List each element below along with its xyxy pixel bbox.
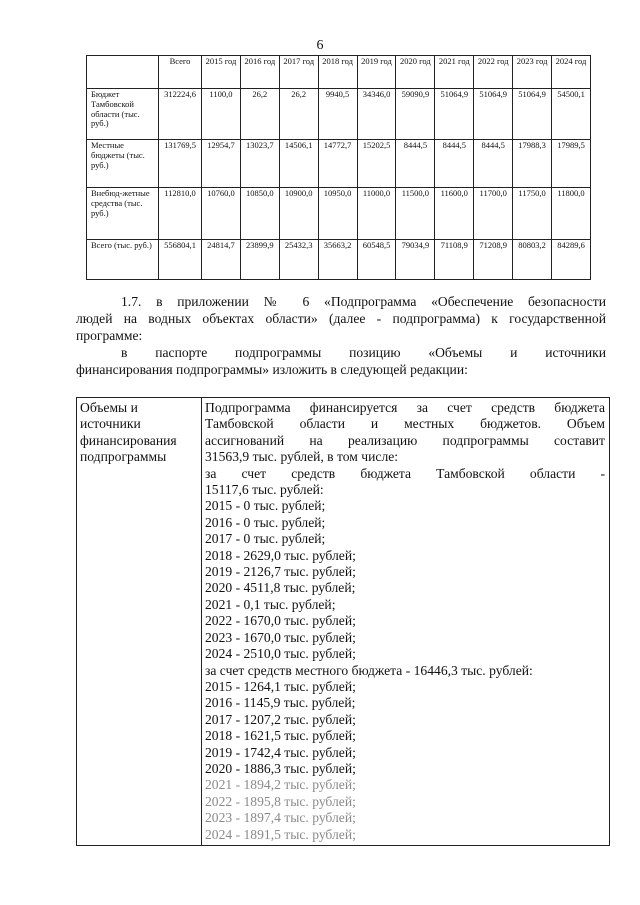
- passport-content-cell: [202, 398, 610, 846]
- table-cell: 14772,7: [318, 140, 357, 188]
- table-cell: 1100,0: [202, 89, 241, 140]
- row-label: Бюджет Тамбовской области (тыс. руб.): [87, 89, 159, 140]
- header-cell: 2023 год: [513, 56, 552, 89]
- table-cell: 60548,5: [357, 240, 396, 280]
- year-line: 2023 - 1897,4 тыс. рублей;: [205, 810, 356, 826]
- table-cell: 12954,7: [202, 140, 241, 188]
- content-line: 15117,6 тыс. рублей:: [205, 482, 324, 498]
- header-cell: 2024 год: [552, 56, 591, 89]
- table-cell: 14506,1: [279, 140, 318, 188]
- amendment-paragraph: [76, 293, 606, 378]
- passport-label-line: источники: [80, 416, 141, 432]
- table-cell: 112810,0: [159, 188, 202, 240]
- table-cell: 51064,9: [513, 89, 552, 140]
- paragraph-line: 1.7. в приложении № 6 «Подпрограмма «Обеспечение безопасности: [121, 294, 606, 309]
- table-cell: 71108,9: [435, 240, 474, 280]
- table-row: [87, 188, 591, 240]
- year-line: 2022 - 1670,0 тыс. рублей;: [205, 613, 356, 629]
- table-cell: 17988,3: [513, 140, 552, 188]
- table-cell: 54500,1: [552, 89, 591, 140]
- header-cell: [87, 56, 159, 89]
- year-line: 2015 - 1264,1 тыс. рублей;: [205, 678, 356, 694]
- table-cell: 71208,9: [474, 240, 513, 280]
- year-line: 2021 - 1894,2 тыс. рублей;: [205, 777, 356, 793]
- table-cell: 15202,5: [357, 140, 396, 188]
- header-cell: 2015 год: [202, 56, 241, 89]
- funding-table: [86, 55, 591, 280]
- header-cell: 2022 год: [474, 56, 513, 89]
- table-cell: 8444,5: [435, 140, 474, 188]
- table-cell: 13023,7: [240, 140, 279, 188]
- year-line: 2017 - 1207,2 тыс. рублей;: [205, 711, 356, 727]
- row-label: Всего (тыс. руб.): [87, 240, 159, 280]
- content-line: за счет средств местного бюджета - 16446,3 тыс. рублей:: [205, 662, 533, 678]
- year-line: 2018 - 1621,5 тыс. рублей;: [205, 728, 356, 744]
- content-line: Подпрограмма финансируется за счет средств бюджета: [205, 400, 605, 415]
- table-cell: 312224,6: [159, 89, 202, 140]
- table-cell: 34346,0: [357, 89, 396, 140]
- table-cell: 11700,0: [474, 188, 513, 240]
- table-cell: 24814,7: [202, 240, 241, 280]
- table-cell: 23899,9: [240, 240, 279, 280]
- table-cell: 25432,3: [279, 240, 318, 280]
- year-line: 2020 - 4511,8 тыс. рублей;: [205, 580, 356, 596]
- year-line: 2017 - 0 тыс. рублей;: [205, 531, 326, 547]
- paragraph-line: в паспорте подпрограммы позицию «Объемы и источники: [121, 345, 606, 360]
- table-cell: 26,2: [279, 89, 318, 140]
- year-line: 2016 - 1145,9 тыс. рублей;: [205, 695, 356, 711]
- table-cell: 10850,0: [240, 188, 279, 240]
- table-row: [87, 140, 591, 188]
- content-line: за счет средств бюджета Тамбовской области -: [205, 465, 605, 481]
- passport-label-line: финансирования: [80, 432, 177, 448]
- header-cell: 2019 год: [357, 56, 396, 89]
- year-line: 2018 - 2629,0 тыс. рублей;: [205, 547, 356, 563]
- year-line: 2019 - 2126,7 тыс. рублей;: [205, 564, 356, 580]
- year-line: 2024 - 1891,5 тыс. рублей;: [205, 826, 356, 842]
- table-cell: 8444,5: [396, 140, 435, 188]
- table-cell: 84289,6: [552, 240, 591, 280]
- funding-table-header-row: [87, 56, 591, 89]
- paragraph-line: финансирования подпрограммы» изложить в следующей редакции:: [76, 362, 468, 377]
- passport-label-cell: [77, 398, 202, 846]
- year-line: 2021 - 0,1 тыс. рублей;: [205, 596, 336, 612]
- table-cell: 10760,0: [202, 188, 241, 240]
- content-line: Тамбовской области и местных бюджетов. Объем: [205, 416, 605, 432]
- table-cell: 11800,0: [552, 188, 591, 240]
- table-cell: 131769,5: [159, 140, 202, 188]
- table-cell: 10950,0: [318, 188, 357, 240]
- table-cell: 59090,9: [396, 89, 435, 140]
- year-line: 2023 - 1670,0 тыс. рублей;: [205, 629, 356, 645]
- table-row: [87, 89, 591, 140]
- table-cell: 11750,0: [513, 188, 552, 240]
- table-cell: 79034,9: [396, 240, 435, 280]
- header-cell: 2017 год: [279, 56, 318, 89]
- header-cell: 2020 год: [396, 56, 435, 89]
- content-line: ассигнований на реализацию подпрограммы составит: [205, 432, 605, 448]
- table-row: [87, 240, 591, 280]
- header-cell: 2021 год: [435, 56, 474, 89]
- passport-label-line: Объемы и: [80, 400, 138, 415]
- year-line: 2020 - 1886,3 тыс. рублей;: [205, 760, 356, 776]
- table-cell: 556804,1: [159, 240, 202, 280]
- row-label: Внебюд-жетные средства (тыс. руб.): [87, 188, 159, 240]
- table-cell: 51064,9: [435, 89, 474, 140]
- table-cell: 10900,0: [279, 188, 318, 240]
- table-cell: 26,2: [240, 89, 279, 140]
- table-cell: 11000,0: [357, 188, 396, 240]
- paragraph-line: людей на водных объектах области» (далее - подпрограмма) к государственной: [76, 311, 606, 326]
- content-line: 31563,9 тыс. рублей, в том числе:: [205, 449, 399, 465]
- passport-row: [77, 398, 610, 846]
- table-cell: 35663,2: [318, 240, 357, 280]
- paragraph-line: программе:: [76, 328, 143, 343]
- year-line: 2016 - 0 тыс. рублей;: [205, 514, 326, 530]
- table-cell: 80803,2: [513, 240, 552, 280]
- table-cell: 17989,5: [552, 140, 591, 188]
- table-cell: 51064,9: [474, 89, 513, 140]
- year-line: 2019 - 1742,4 тыс. рублей;: [205, 744, 356, 760]
- year-line: 2022 - 1895,8 тыс. рублей;: [205, 793, 356, 809]
- table-cell: 11600,0: [435, 188, 474, 240]
- header-cell: 2016 год: [240, 56, 279, 89]
- table-cell: 9940,5: [318, 89, 357, 140]
- year-line: 2015 - 0 тыс. рублей;: [205, 498, 326, 514]
- passport-table: [76, 397, 610, 846]
- table-cell: 11500,0: [396, 188, 435, 240]
- passport-label-line: подпрограммы: [80, 449, 167, 465]
- row-label: Местные бюджеты (тыс. руб.): [87, 140, 159, 188]
- page-number: 6: [316, 38, 324, 53]
- year-line: 2024 - 2510,0 тыс. рублей;: [205, 646, 356, 662]
- header-cell: Всего: [159, 56, 202, 89]
- header-cell: 2018 год: [318, 56, 357, 89]
- table-cell: 8444,5: [474, 140, 513, 188]
